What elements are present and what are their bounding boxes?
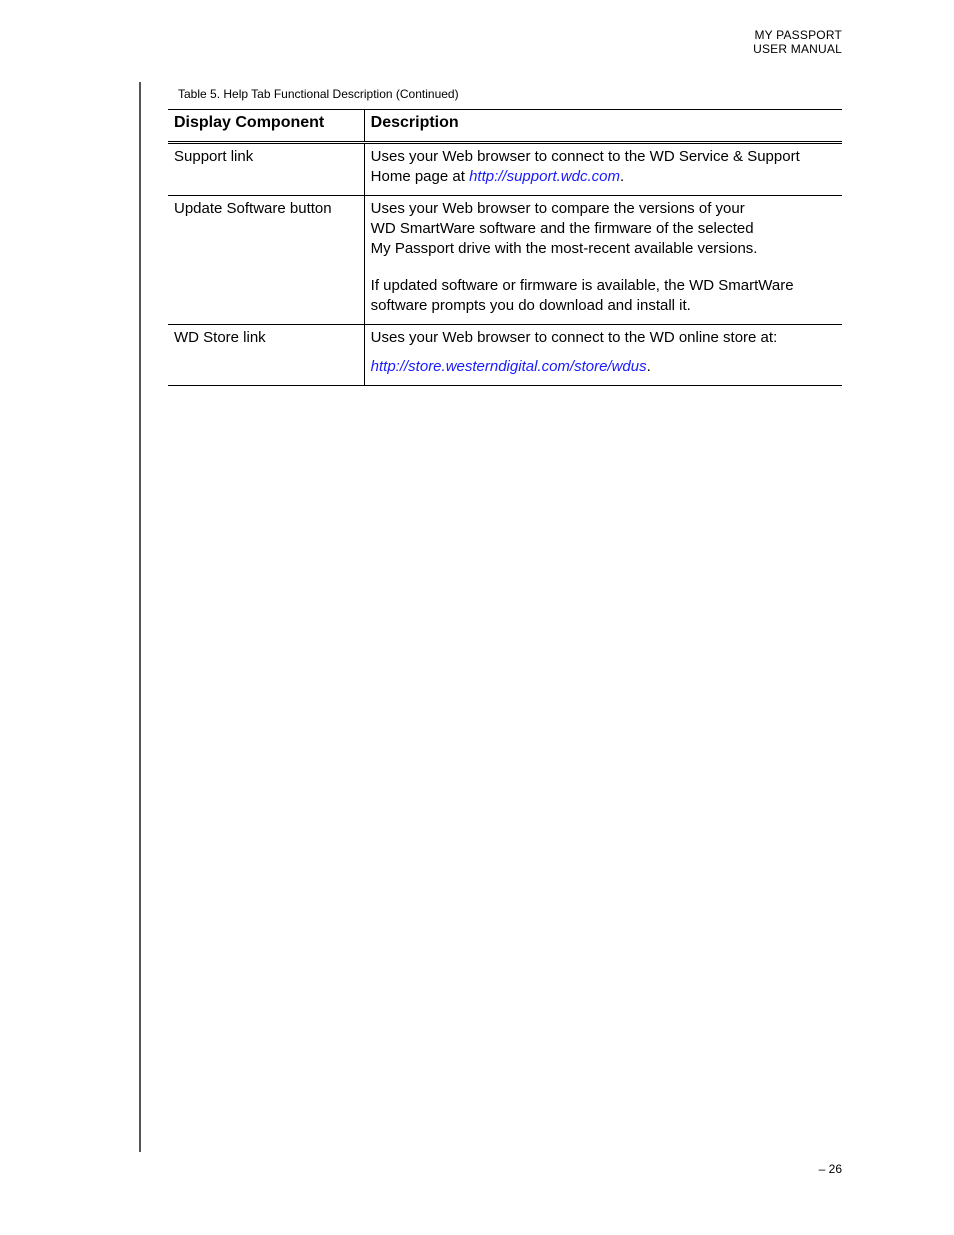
table-row <box>168 196 842 325</box>
table-caption: Table 5. Help Tab Functional Description (Continued) <box>178 87 459 101</box>
support-site-link[interactable]: http://support.wdc.com <box>469 168 620 185</box>
description-line: My Passport drive with the most-recent available versions. <box>370 240 758 257</box>
row-wd-store-description <box>364 325 842 386</box>
help-tab-table <box>168 109 842 386</box>
page-number: – 26 <box>818 1162 842 1176</box>
description-suffix: . <box>646 358 651 375</box>
description-text: Uses your Web browser to connect to the WD Service & Support Home page at <box>370 148 800 185</box>
store-link-paragraph <box>371 357 836 377</box>
table-row <box>168 143 842 196</box>
table-row <box>168 325 842 386</box>
row-update-software-description <box>364 196 842 325</box>
column-header-description: Description <box>364 110 842 143</box>
row-support-link-description <box>364 143 842 196</box>
running-header <box>753 28 842 56</box>
row-support-link-component: Support link <box>168 143 364 196</box>
table-header-row <box>168 110 842 143</box>
description-suffix: . <box>619 168 625 185</box>
description-text: Uses your Web browser to connect to the WD online store at: <box>370 329 778 346</box>
left-margin-rule <box>139 82 141 1152</box>
description-paragraph: If updated software or firmware is available, the WD SmartWare software prompts you do download and install it. <box>370 277 794 314</box>
description-line: WD SmartWare software and the firmware of the selected <box>370 220 754 237</box>
row-update-software-component: Update Software button <box>168 196 364 325</box>
store-site-link[interactable]: http://store.westerndigital.com/store/wdus <box>370 358 647 375</box>
description-line: Uses your Web browser to compare the versions of your <box>370 200 745 217</box>
row-wd-store-component: WD Store link <box>168 325 364 386</box>
header-product-name: MY PASSPORT <box>754 28 842 42</box>
column-header-display-component: Display Component <box>168 110 364 143</box>
header-document-title: USER MANUAL <box>753 42 842 56</box>
